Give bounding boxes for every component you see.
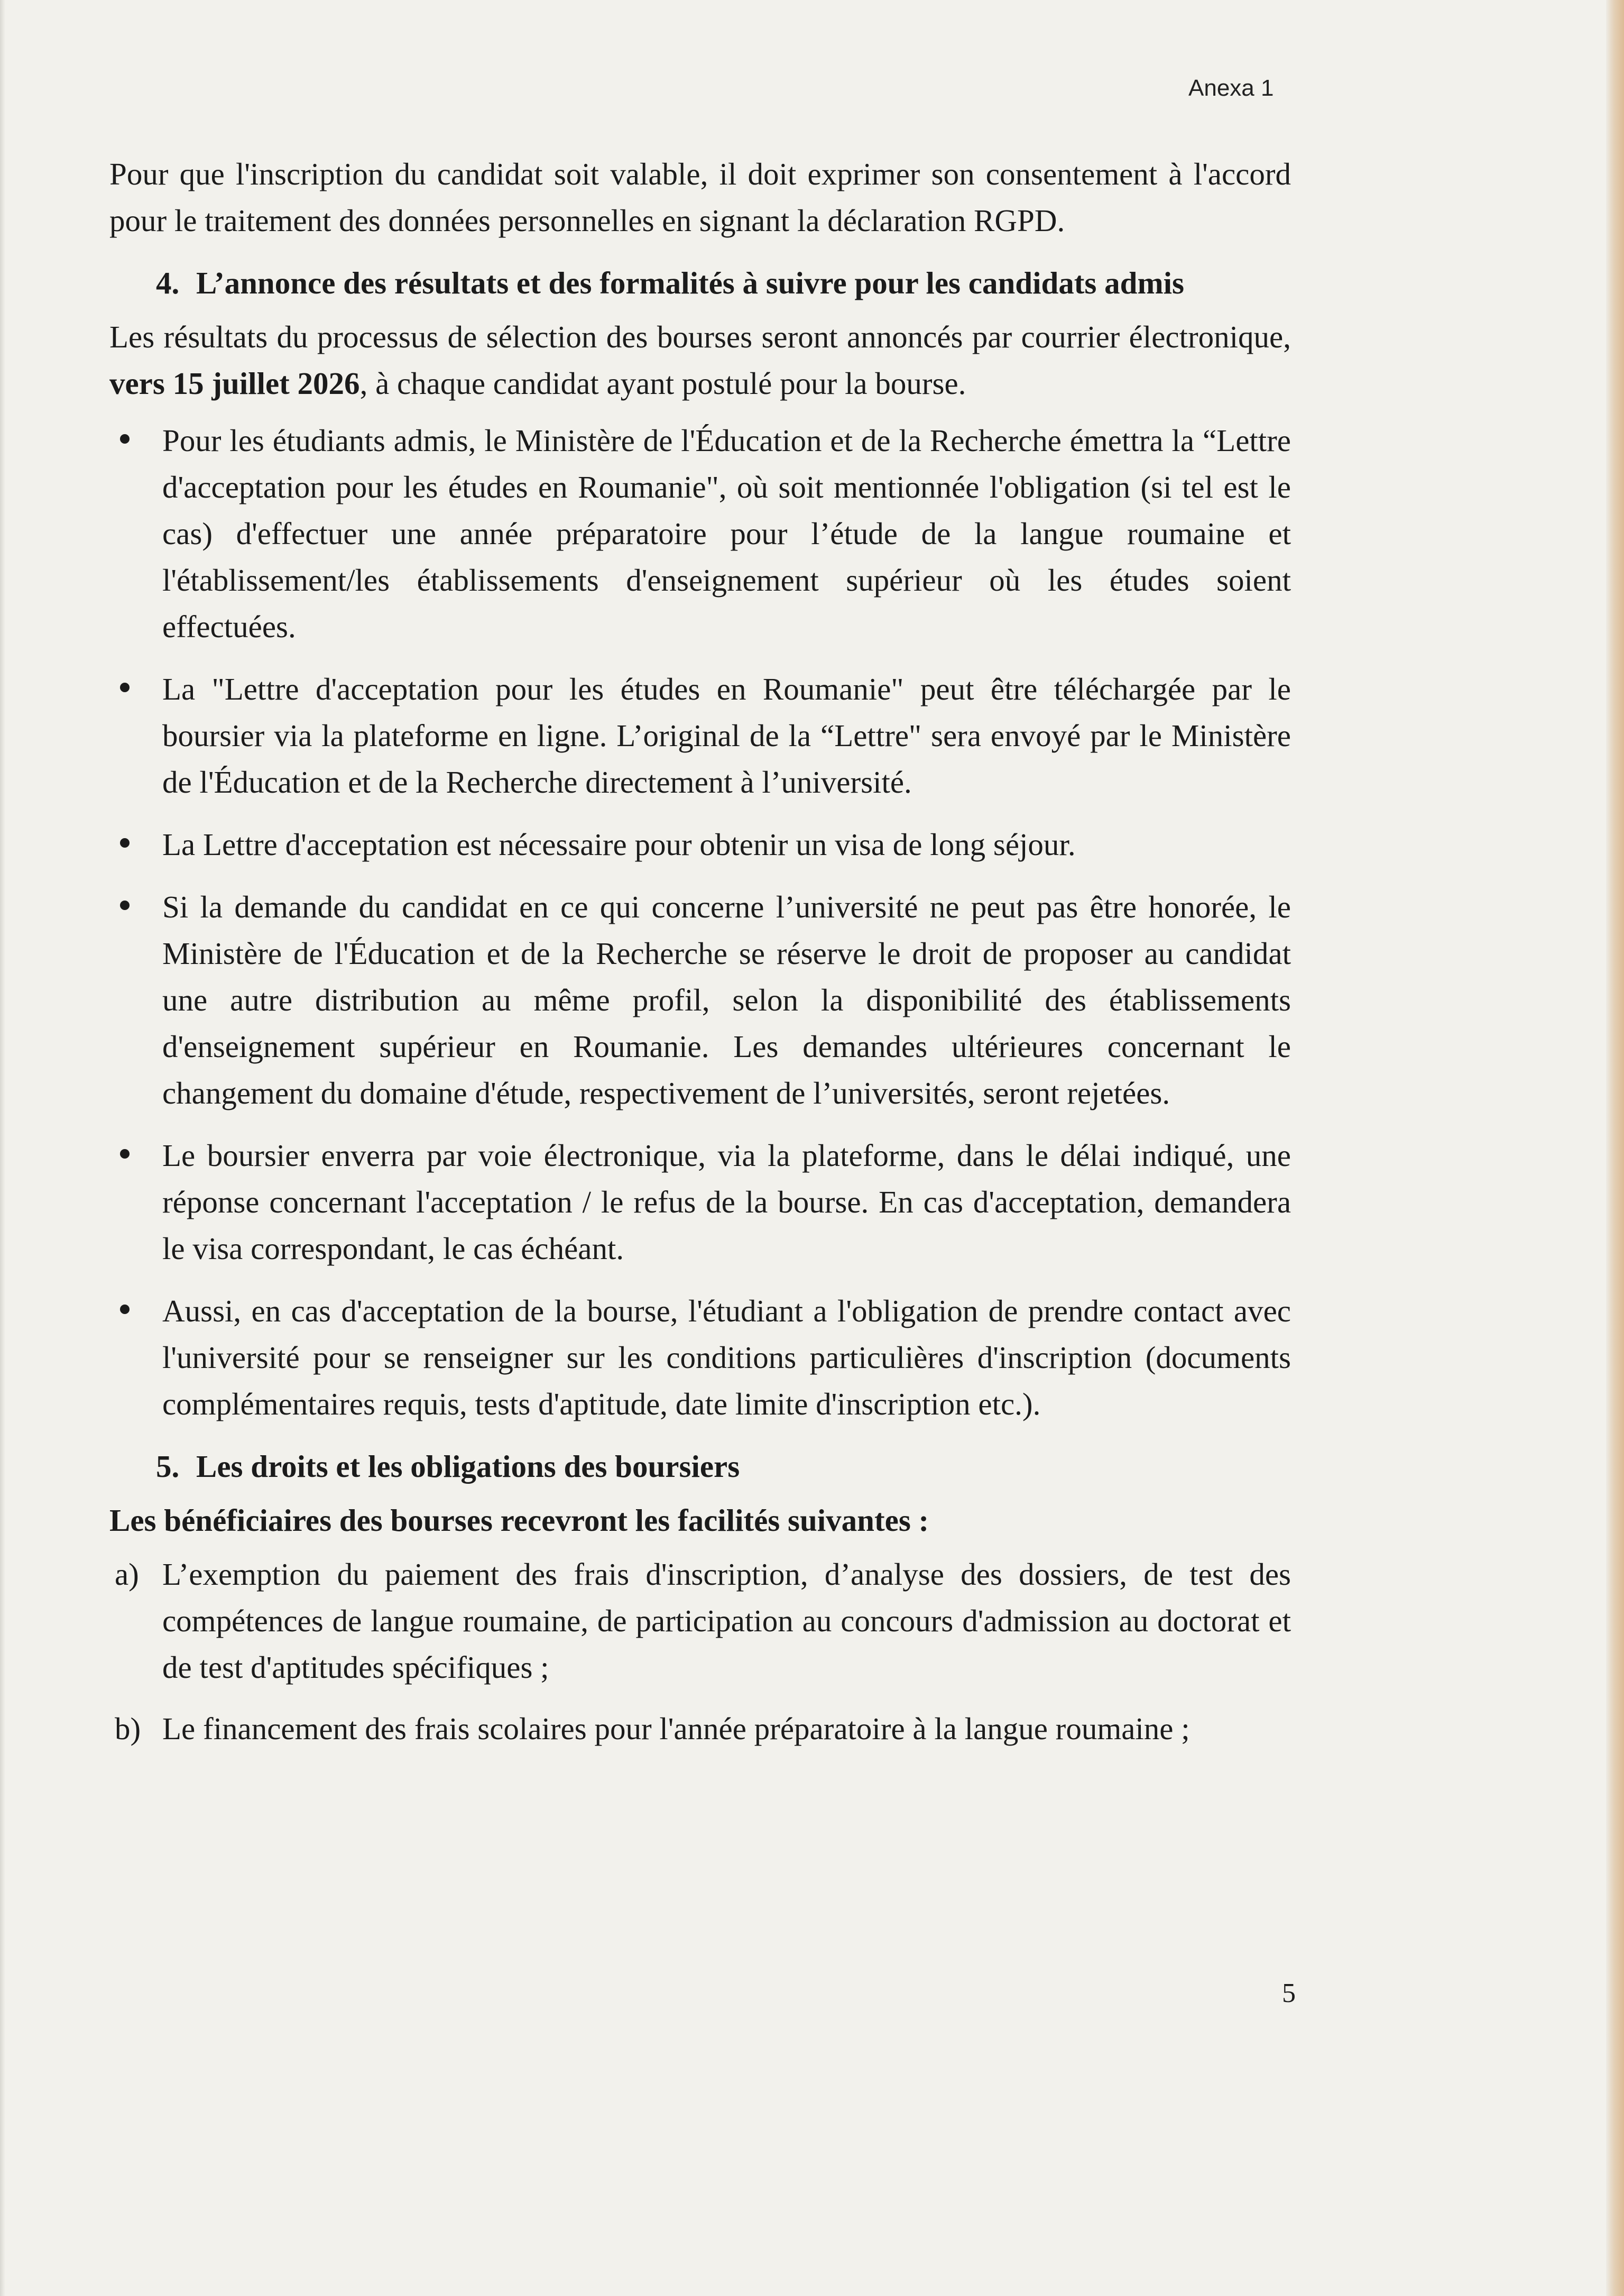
list-item-text: La Lettre d'acceptation est nécessaire pour obtenir un visa de long séjour.: [162, 827, 1076, 862]
list-item-text: Si la demande du candidat en ce qui concerne l’université ne peut pas être honorée, le Ministère de l'Éducation et de la Recherche se réserve le droit de proposer au candidat une autre distribution au même profil, selon la disponibilité des établissements d'enseignement supérieur en Roumanie. Les demandes ultérieures concernant le changement du domaine d'étude, respectivement de l’universités, seront rejetées.: [162, 889, 1291, 1110]
bullet-icon: [120, 1149, 130, 1159]
annex-label: Anexa 1: [1188, 75, 1274, 101]
list-item: [109, 417, 1291, 650]
section-5-lettered-list: [109, 1551, 1291, 1752]
section-5-number: 5.: [156, 1449, 180, 1484]
section-5-heading: [109, 1443, 1291, 1490]
section-4-intro-start: Les résultats du processus de sélection des bourses seront annoncés par courrier électronique,: [109, 319, 1291, 354]
list-item: [109, 1705, 1291, 1752]
list-item: [109, 1551, 1291, 1691]
section-4-intro: [109, 314, 1291, 407]
list-item-text: Aussi, en cas d'acceptation de la bourse, l'étudiant a l'obligation de prendre contact avec l'université pour se renseigner sur les conditions particulières d'inscription (documents complémentaires requis, tests d'aptitude, date limite d'inscription etc.).: [162, 1293, 1291, 1421]
section-4-heading: [109, 260, 1291, 306]
bullet-icon: [120, 683, 130, 692]
list-item: [109, 884, 1291, 1116]
section-4-intro-date: vers 15 juillet 2026: [109, 366, 360, 401]
section-4-bullet-list: [109, 417, 1291, 1427]
page-body: [109, 151, 1291, 1767]
list-item: [109, 1288, 1291, 1427]
list-item: [109, 1132, 1291, 1272]
list-item-text: Pour les étudiants admis, le Ministère de l'Éducation et de la Recherche émettra la “Lettre d'acceptation pour les études en Roumanie", où soit mentionnée l'obligation (si tel est le cas) d'effectuer une année préparatoire pour l’étude de la langue roumaine et l'établissement/les établissements d'enseignement supérieur où les études soient effectuées.: [162, 423, 1291, 644]
section-5-subheading: Les bénéficiaires des bourses recevront les facilités suivantes :: [109, 1503, 929, 1538]
list-item-text: Le financement des frais scolaires pour l'année préparatoire à la langue roumaine ;: [162, 1711, 1190, 1746]
bullet-icon: [120, 434, 130, 444]
intro-paragraph: Pour que l'inscription du candidat soit valable, il doit exprimer son consentement à l'accord pour le traitement des données personnelles en signant la déclaration RGPD.: [109, 157, 1291, 238]
list-item-text: L’exemption du paiement des frais d'inscription, d’analyse des dossiers, de test des compétences de langue roumaine, de participation au concours d'admission au doctorat et de test d'aptitudes spécifiques ;: [162, 1557, 1291, 1685]
list-item: [109, 666, 1291, 805]
bullet-icon: [120, 901, 130, 910]
page-number: 5: [1282, 1978, 1296, 2008]
section-4-number: 4.: [156, 265, 180, 300]
bullet-icon: [120, 838, 130, 848]
list-item-marker: b): [115, 1711, 141, 1746]
section-4-intro-end: , à chaque candidat ayant postulé pour la bourse.: [359, 366, 966, 401]
list-item-text: Le boursier enverra par voie électronique, via la plateforme, dans le délai indiqué, une réponse concernant l'acceptation / le refus de la bourse. En cas d'acceptation, demandera le visa correspondant, le cas échéant.: [162, 1138, 1291, 1266]
list-item-marker: a): [115, 1557, 139, 1592]
list-item-text: La "Lettre d'acceptation pour les études en Roumanie" peut être téléchargée par le boursier via la plateforme en ligne. L’original de la “Lettre" sera envoyé par le Ministère de l'Éducation et de la Recherche directement à l’université.: [162, 672, 1291, 800]
section-4-title: L’annonce des résultats et des formalités à suivre pour les candidats admis: [196, 265, 1184, 300]
list-item: [109, 821, 1291, 868]
bullet-icon: [120, 1305, 130, 1314]
section-5-title: Les droits et les obligations des boursiers: [196, 1449, 740, 1484]
